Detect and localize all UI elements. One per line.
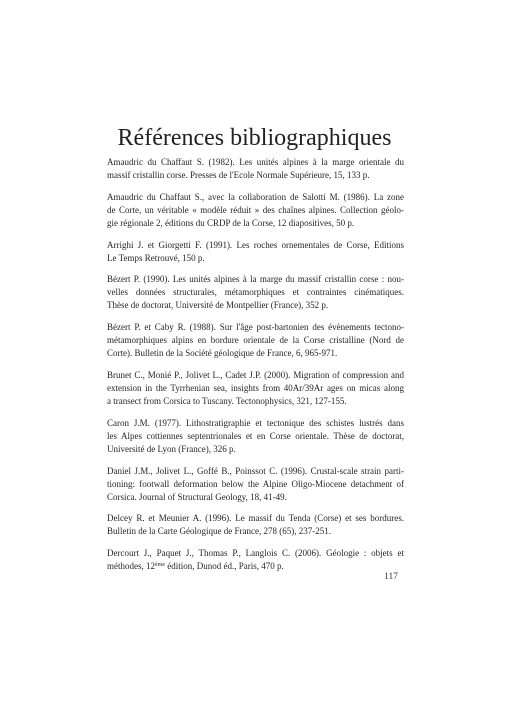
reference-line: Thèse de doctorat, Université de Montpellier (France), 352 p. — [107, 300, 329, 311]
reference-entry — [107, 321, 404, 360]
page-title: Références bibliographiques — [117, 125, 392, 151]
reference-line: Brunet C., Monié P., Jolivet L., Cadet J.P. (2000). Migration of compression and — [107, 369, 404, 380]
reference-line: de Corte, un véritable « modèle réduit » des chaînes alpines. Collection géolo- — [107, 204, 404, 215]
reference-line: massif cristallin corse. Presses de l'Ecole Normale Supérieure, 15, 133 p. — [107, 170, 370, 180]
reference-line: Delcey R. et Meunier A. (1996). Le massif du Tenda (Corse) et ses bordures. — [107, 513, 404, 524]
reference-line-text: méthodes, 12 — [107, 561, 155, 572]
ordinal-suffix: ème — [155, 561, 165, 568]
reference-line: Amaudric du Chaffaut S. (1982). Les unités alpines à la marge orientale du — [107, 157, 404, 167]
reference-entry — [107, 512, 404, 538]
reference-list — [107, 156, 404, 582]
reference-line: métamorphiques alpins en bordure orientale de la Corse cristalline (Nord de — [107, 335, 404, 346]
reference-line — [107, 560, 404, 573]
reference-line: Arrighi J. et Giorgetti F. (1991). Les roches ornementales de Corse, Editions — [107, 239, 404, 250]
reference-entry — [107, 369, 404, 408]
reference-entry — [107, 273, 404, 312]
reference-line: les Alpes cottiennes septentrionales et en Corse orientale. Thèse de doctorat, — [107, 430, 404, 441]
reference-entry — [107, 547, 404, 573]
reference-line: a transect from Corsica to Tuscany. Tectonophysics, 321, 127-155. — [107, 395, 347, 406]
reference-line: tioning: footwall deformation below the Alpine Oligo-Miocene detachment of — [107, 478, 404, 489]
reference-line: Caron J.M. (1977). Lithostratigraphie et tectonique des schistes lustrés dans — [107, 417, 404, 428]
reference-entry — [107, 417, 404, 456]
reference-line: Corte). Bulletin de la Société géologique de France, 6, 965-971. — [107, 348, 338, 359]
reference-line: extension in the Tyrrhenian sea, insights from 40Ar/39Ar ages on micas along — [107, 382, 404, 393]
reference-entry — [107, 239, 404, 265]
reference-line: Corsica. Journal of Structural Geology, 18, 41-49. — [107, 491, 287, 502]
reference-line: velles données structurales, métamorphiques et contraintes cinématiques. — [107, 287, 404, 298]
reference-line: Bulletin de la Carte Géologique de France, 278 (65), 237-251. — [107, 526, 331, 537]
reference-line: Bézert P. (1990). Les unités alpines à la marge du massif cristallin corse : nou- — [107, 274, 404, 285]
reference-entry — [107, 156, 404, 182]
reference-line: Amaudric du Chaffaut S., avec la collaboration de Salotti M. (1986). La zone — [107, 191, 404, 202]
reference-entry — [107, 191, 404, 230]
page-number: 117 — [384, 572, 398, 582]
reference-line: gie régionale 2, éditions du CRDP de la Corse, 12 diapositives, 50 p. — [107, 217, 355, 228]
reference-line-text: édition, Dunod éd., Paris, 470 p. — [165, 561, 284, 572]
reference-entry — [107, 465, 404, 504]
reference-line: Bézert P. et Caby R. (1988). Sur l'âge post-bartonien des évènements tectono- — [107, 322, 404, 333]
reference-line: Dercourt J., Paquet J., Thomas P., Langlois C. (2006). Géologie : objets et — [107, 548, 404, 559]
reference-line: Le Temps Retrouvé, 150 p. — [107, 252, 205, 263]
reference-line: Université de Lyon (France), 326 p. — [107, 443, 236, 454]
reference-line: Daniel J.M., Jolivet L., Goffé B., Poinssot C. (1996). Crustal-scale strain parti- — [107, 465, 404, 476]
